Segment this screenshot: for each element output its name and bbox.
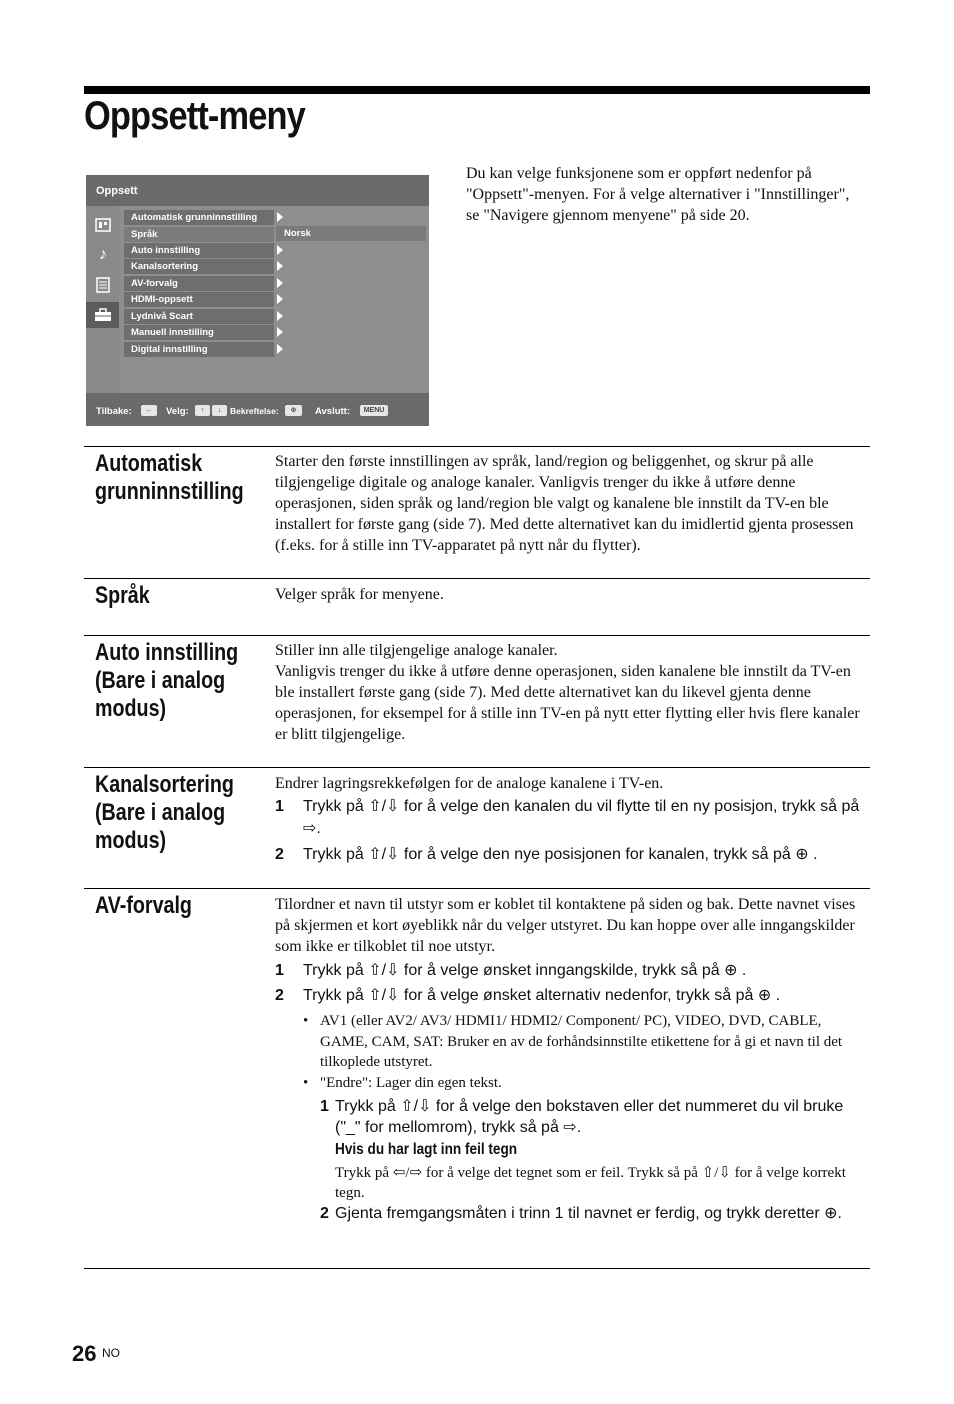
- arrow-right-icon: [277, 278, 283, 288]
- note-title: Hvis du har lagt inn feil tegn: [335, 1141, 518, 1158]
- menu-sidebar: [86, 206, 119, 393]
- menu-item-programme-sorting[interactable]: Kanalsortering: [124, 259, 274, 274]
- step-number: 2: [275, 846, 284, 863]
- arrow-right-icon: [277, 261, 283, 271]
- section-text-auto-tuning: Stiller inn alle tilgjengelige analoge kanaler. Vanligvis trenger du ikke å utføre denne operasjonen, siden kanalene ble innstilt da TV-en ble installert første gang (side 7). Med dette alternativet kan du likevel gjenta denne operasjonen, for eksempel for å stille inn TV-en på nytt etter flytting eller hvis flere kanaler er blitt tilgjengelige.: [275, 642, 860, 743]
- menu-header: [86, 175, 429, 206]
- toolbox-icon[interactable]: [86, 302, 119, 328]
- av-bullet: [303, 1073, 869, 1094]
- step-number: 2: [275, 987, 284, 1004]
- features-icon[interactable]: [90, 272, 116, 298]
- intro-text: Du kan velge funksjonene som er oppført nedenfor på "Oppsett"-menyen. For å velge alternativer i "Innstillinger", se "Navigere gjennom menyene" på side 20.: [466, 165, 850, 224]
- av-bullet: [303, 1011, 869, 1073]
- exit-label: Avslutt:: [315, 406, 351, 417]
- section-title-language: Språk: [95, 582, 150, 609]
- page-number: 26: [72, 1341, 97, 1366]
- note-text: Trykk på ⇦/⇨ for å velge det tegnet som er feil. Trykk så på ⇧/⇩ for å velge korrekt tegn.: [335, 1165, 846, 1201]
- section-title-auto-tuning: Auto innstilling (Bare i analog modus): [95, 639, 239, 722]
- menu-item-av-preset[interactable]: AV-forvalg: [124, 276, 274, 291]
- step-number: 1: [275, 798, 284, 815]
- section-rule: [84, 767, 870, 768]
- up-key-icon: ↑: [195, 405, 210, 416]
- sound-icon[interactable]: ♪: [99, 246, 107, 263]
- section-text-language: Velger språk for menyene.: [275, 586, 444, 603]
- menu-item-hdmi-setup[interactable]: HDMI-oppsett: [124, 292, 274, 307]
- back-label: Tilbake:: [96, 406, 132, 417]
- page-title: Oppsett-meny: [84, 94, 305, 138]
- language-code: NO: [102, 1346, 120, 1360]
- section-title-av-preset: AV-forvalg: [95, 892, 192, 919]
- section-rule: [84, 1268, 870, 1269]
- menu-key-icon: MENU: [360, 405, 388, 416]
- section-text-av-preset: Tilordner et navn til utstyr som er koblet til kontaktene på siden og bak. Dette navnet vises på skjermen et kort øyeblikk når du velger utstyret. Du kan hoppe over alle inngangskilder som ikke er tilkoblet til noe utstyr.: [275, 896, 856, 955]
- av-step: [275, 960, 869, 982]
- section-text-sorting: Endrer lagringsrekkefølgen for de analoge kanalene i TV-en.: [275, 775, 664, 792]
- bullet-dot: •: [303, 1075, 309, 1091]
- title-rule: [84, 86, 870, 94]
- bullet-text: "Endre": Lager din egen tekst.: [320, 1075, 502, 1091]
- back-key-icon: ←: [141, 405, 157, 416]
- menu-item-language[interactable]: Språk: [124, 227, 274, 242]
- section-title-sorting: Kanalsortering (Bare i analog modus): [95, 771, 234, 854]
- select-label: Velg:: [166, 406, 189, 417]
- arrow-right-icon: [277, 294, 283, 304]
- section-text-auto-setup: Starter den første innstillingen av språk, land/region og beliggenhet, og skrur på alle tilgjengelige digitale og analoge kanaler. Vanligvis trenger du ikke å utføre denne operasjonen, siden språk og land/region ble valgt og kanalene ble innstilt da TV-en ble installert for første gang (side 7). Med dette alternativet kan du imidlertid gjenta prosessen (f.eks. for å stille inn TV-apparatet på nytt når du flytter).: [275, 453, 854, 554]
- step-text: Trykk på ⇧/⇩ for å velge den nye posisjonen for kanalen, trykk så på ⊕ .: [303, 846, 818, 863]
- bullet-dot: •: [303, 1013, 309, 1029]
- confirm-key-icon: ⊕: [285, 405, 302, 416]
- arrow-right-icon: [277, 344, 283, 354]
- section-title-auto-setup: Automatisk grunninnstilling: [95, 450, 244, 505]
- menu-item-auto-tuning[interactable]: Auto innstilling: [124, 243, 274, 258]
- menu-title: Oppsett: [96, 185, 138, 197]
- step-text: Gjenta fremgangsmåten i trinn 1 til navnet er ferdig, og trykk deretter ⊕.: [335, 1205, 842, 1222]
- step-text: Trykk på ⇧/⇩ for å velge den bokstaven eller det nummeret du vil bruke ("_" for mellomrom), trykk så på ⇨.: [335, 1098, 844, 1136]
- language-value[interactable]: Norsk: [276, 226, 426, 241]
- arrow-right-icon: [277, 245, 283, 255]
- step-number: 2: [320, 1205, 329, 1222]
- arrow-right-icon: [277, 327, 283, 337]
- sorting-step: [275, 844, 869, 866]
- step-text: Trykk på ⇧/⇩ for å velge den kanalen du vil flytte til en ny posisjon, trykk så på ⇨.: [303, 798, 860, 837]
- section-rule: [84, 888, 870, 889]
- menu-item-auto-setup[interactable]: Automatisk grunninnstilling: [124, 210, 274, 225]
- step-text: Trykk på ⇧/⇩ for å velge ønsket alternativ nedenfor, trykk så på ⊕ .: [303, 987, 781, 1004]
- menu-item-scart-level[interactable]: Lydnivå Scart: [124, 309, 274, 324]
- menu-item-digital-tuning[interactable]: Digital innstilling: [124, 342, 274, 357]
- menu-item-manual-tuning[interactable]: Manuell innstilling: [124, 325, 274, 340]
- section-rule: [84, 635, 870, 636]
- arrow-right-icon: [277, 311, 283, 321]
- section-rule: [84, 446, 870, 447]
- setup-menu-screenshot: [86, 175, 429, 426]
- picture-icon[interactable]: [90, 212, 116, 238]
- down-key-icon: ↓: [212, 405, 227, 416]
- step-text: Trykk på ⇧/⇩ for å velge ønsket inngangskilde, trykk så på ⊕ .: [303, 962, 747, 979]
- av-substep: [320, 1203, 869, 1224]
- menu-footer: [86, 393, 429, 426]
- menu-body: [119, 206, 429, 393]
- step-number: 1: [320, 1098, 329, 1115]
- av-substep: [320, 1096, 869, 1138]
- bullet-text: AV1 (eller AV2/ AV3/ HDMI1/ HDMI2/ Component/ PC), VIDEO, DVD, CABLE, GAME, CAM, SAT: Bruker en av de forhåndsinnstilte etikettene for å gi et navn til det tilkoplede utstyret.: [320, 1013, 843, 1070]
- confirm-label: Bekreftelse:: [230, 406, 279, 416]
- av-step: [275, 985, 869, 1007]
- section-rule: [84, 578, 870, 579]
- arrow-right-icon: [277, 212, 283, 222]
- step-number: 1: [275, 962, 284, 979]
- sorting-step: [275, 796, 869, 840]
